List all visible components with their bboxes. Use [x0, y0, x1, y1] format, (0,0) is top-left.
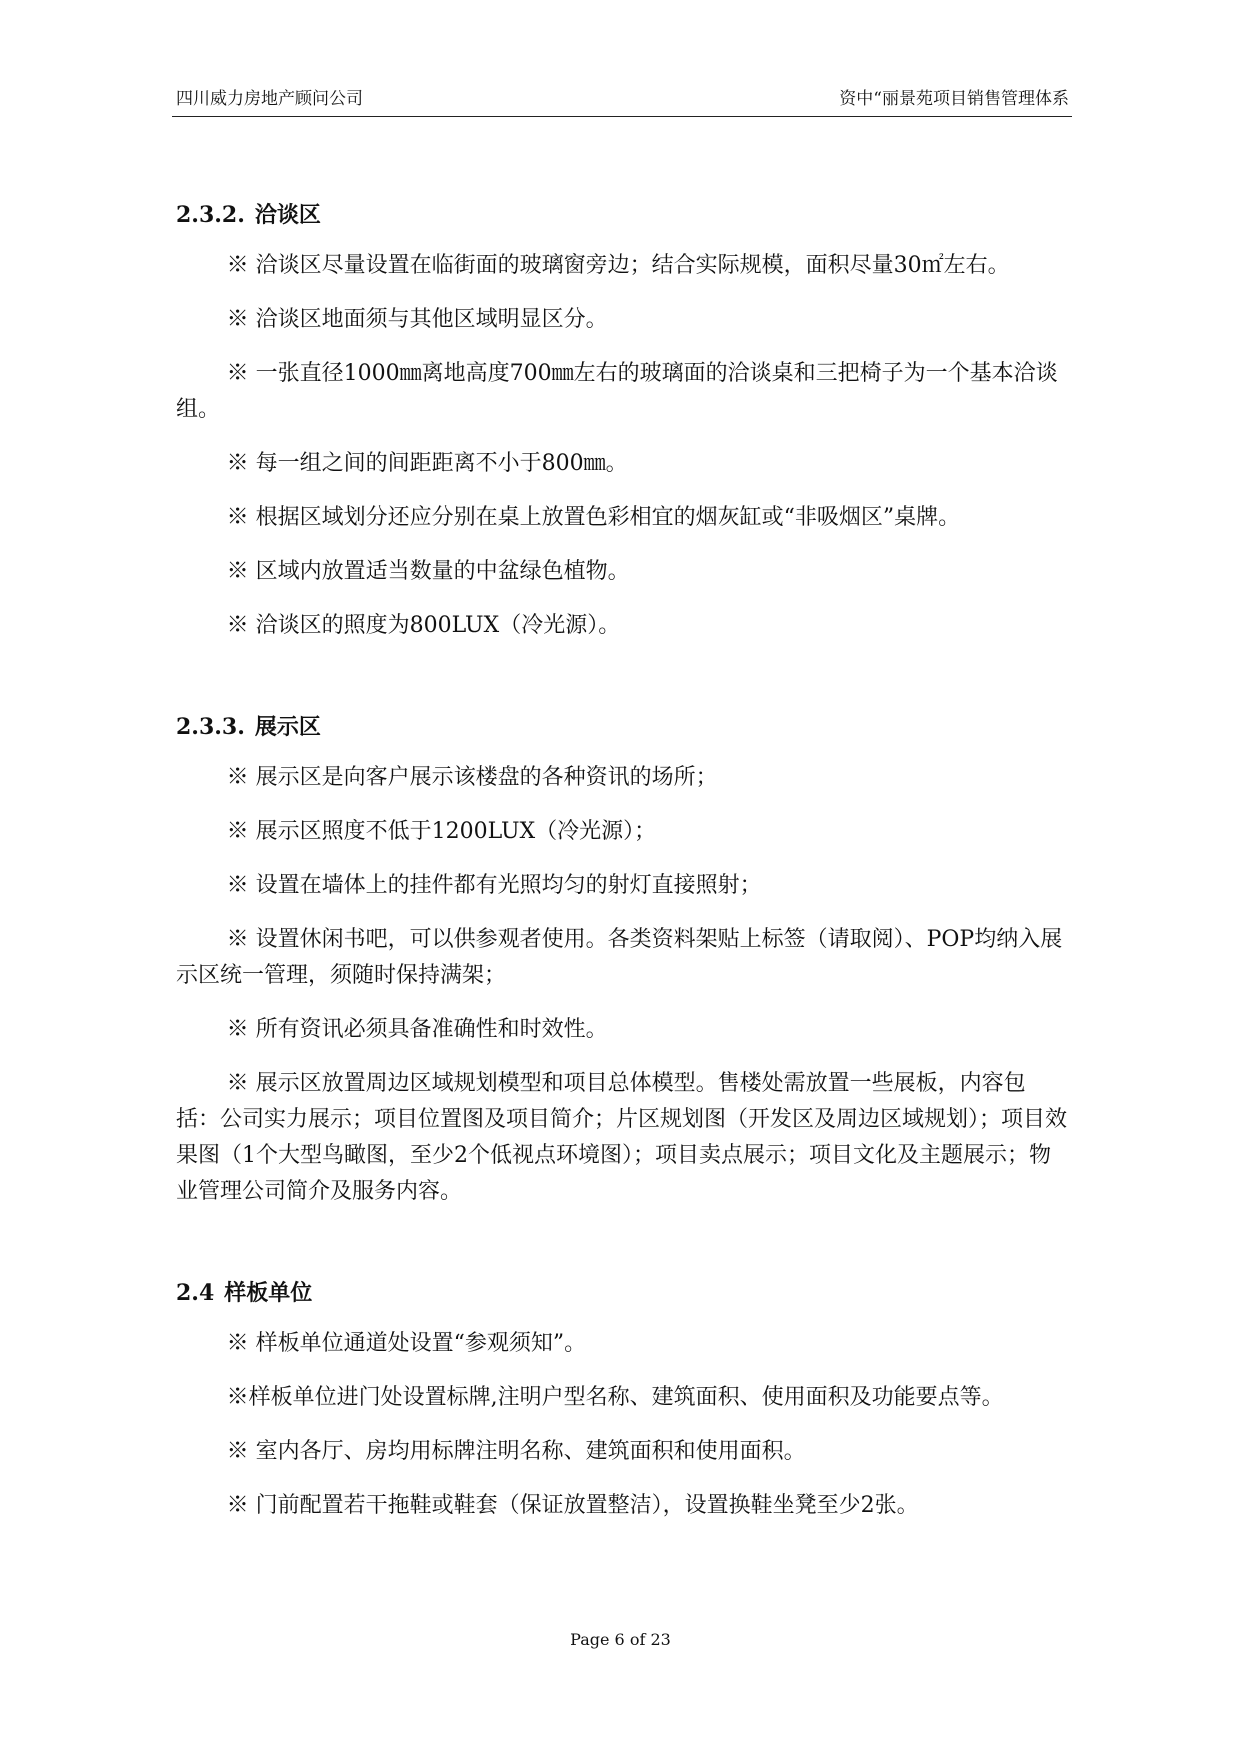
section-title: 样板单位 — [224, 1280, 313, 1306]
paragraph: ※ 每一组之间的间距距离不小于800㎜。 — [226, 451, 628, 476]
section-negotiation-area — [176, 198, 1069, 644]
paragraph: ※样板单位进门处设置标牌,注明户型名称、建筑面积、使用面积及功能要点等。 — [226, 1385, 1004, 1410]
section-heading — [176, 1276, 1069, 1310]
header-divider — [172, 116, 1072, 117]
paragraph: ※ 室内各厅、房均用标牌注明名称、建筑面积和使用面积。 — [226, 1439, 806, 1464]
section-number: 2.3.2. — [176, 202, 245, 228]
paragraph: ※ 区域内放置适当数量的中盆绿色植物。 — [226, 559, 630, 584]
section-heading — [176, 198, 1069, 232]
paragraph: ※ 展示区是向客户展示该楼盘的各种资讯的场所； — [226, 765, 718, 790]
section-title: 洽谈区 — [254, 202, 321, 228]
paragraph: ※ 洽谈区的照度为800LUX（冷光源）。 — [226, 613, 621, 638]
paragraph: ※ 洽谈区地面须与其他区域明显区分。 — [226, 307, 608, 332]
section-heading — [176, 710, 1069, 744]
document-title: 资中“丽景苑项目销售管理体系 — [839, 89, 1069, 109]
section-display-area — [176, 710, 1069, 1210]
page-number: Page 6 of 23 — [570, 1630, 671, 1649]
paragraph: ※ 样板单位通道处设置“参观须知”。 — [226, 1331, 587, 1356]
paragraph: ※ 门前配置若干拖鞋或鞋套（保证放置整洁），设置换鞋坐凳至少2张。 — [226, 1493, 919, 1518]
paragraph: ※ 根据区域划分还应分别在桌上放置色彩相宜的烟灰缸或“非吸烟区”桌牌。 — [226, 505, 961, 530]
section-sample-unit — [176, 1276, 1069, 1524]
section-number: 2.4 — [176, 1280, 215, 1306]
document-body — [176, 198, 1069, 1524]
paragraph: ※ 展示区放置周边区域规划模型和项目总体模型。售楼处需放置一些展板，内容包括：公司实力展示；项目位置图及项目简介；片区规划图（开发区及周边区域规划）；项目效果图（1个大型鸟瞰图，至少2个低视点环境图）；项目卖点展示；项目文化及主题展示；物业管理公司简介及服务内容。 — [176, 1071, 1068, 1204]
paragraph: ※ 洽谈区尽量设置在临街面的玻璃窗旁边；结合实际规模，面积尽量30㎡左右。 — [226, 253, 1010, 278]
section-number: 2.3.3. — [176, 714, 245, 740]
paragraph: ※ 一张直径1000㎜离地高度700㎜左右的玻璃面的洽谈桌和三把椅子为一个基本洽谈组。 — [176, 361, 1058, 422]
paragraph: ※ 展示区照度不低于1200LUX（冷光源）； — [226, 819, 657, 844]
paragraph: ※ 设置在墙体上的挂件都有光照均匀的射灯直接照射； — [226, 873, 762, 898]
company-name: 四川威力房地产顾问公司 — [176, 89, 363, 109]
section-title: 展示区 — [254, 714, 321, 740]
page-header — [176, 84, 1069, 110]
paragraph: ※ 设置休闲书吧，可以供参观者使用。各类资料架贴上标签（请取阅）、POP均纳入展示区统一管理，须随时保持满架； — [176, 927, 1063, 988]
page-footer — [0, 1630, 1241, 1649]
paragraph: ※ 所有资讯必须具备准确性和时效性。 — [226, 1017, 608, 1042]
